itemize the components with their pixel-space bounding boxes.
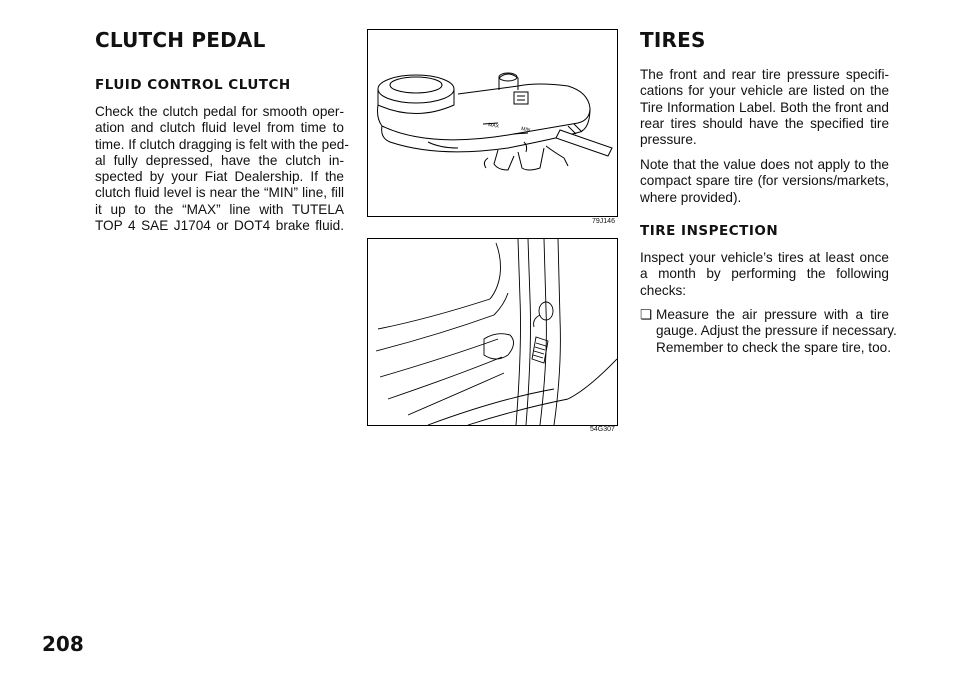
text-line: Check the clutch pedal for smooth oper- — [95, 104, 344, 119]
section-title-tires: TIRES — [640, 28, 706, 52]
figure-code-bottom: 54G307 — [590, 426, 615, 433]
text-line: cations for your vehicle are listed on the — [640, 83, 889, 99]
text-line: Measure the air pressure with a tire — [656, 307, 889, 322]
text-line: Note that the value does not apply to the — [640, 157, 889, 172]
max-label: MAX — [487, 122, 500, 130]
text-line: rear tires should have the specified tire — [640, 115, 889, 131]
tires-paragraph-3 — [640, 250, 889, 299]
subsection-title-tire-inspection: TIRE INSPECTION — [640, 223, 779, 239]
text-line: al fully depressed, have the clutch in- — [95, 152, 344, 168]
text-line: ation and clutch fluid level from time to — [95, 120, 344, 136]
text-line: it up to the “MAX” line with TUTELA — [95, 201, 344, 217]
checkbox-bullet-icon: ❏ — [640, 307, 653, 322]
clutch-paragraph — [95, 104, 349, 234]
figure-tire-label-location — [367, 238, 618, 426]
door-pillar-illustration — [368, 239, 617, 425]
text-line: time. If clutch dragging is felt with the ped- — [95, 136, 349, 152]
figure-code-top: 79J146 — [592, 218, 615, 225]
min-label: MIN — [520, 126, 531, 134]
text-line: a month by performing the following — [640, 266, 889, 282]
tires-paragraph-1 — [640, 67, 889, 148]
text-line: pressure. — [640, 132, 697, 148]
section-title-clutch-pedal: CLUTCH PEDAL — [95, 28, 266, 52]
tires-paragraph-2 — [640, 157, 889, 206]
page-number: 208 — [42, 632, 84, 656]
text-line: TOP 4 SAE J1704 or DOT4 brake fluid. — [95, 218, 344, 234]
text-line: clutch fluid level is near the “MIN” line, fill — [95, 185, 344, 201]
text-line: checks: — [640, 282, 687, 298]
text-line: where provided). — [640, 189, 742, 205]
text-line: compact spare tire (for versions/markets, — [640, 173, 889, 189]
subsection-title-fluid-control: FLUID CONTROL CLUTCH — [95, 77, 291, 93]
text-line: Remember to check the spare tire, too. — [656, 339, 891, 355]
text-line: Tire Information Label. Both the front and — [640, 99, 889, 115]
figure-clutch-reservoir — [367, 29, 618, 217]
text-line: The front and rear tire pressure specifi- — [640, 67, 889, 82]
tires-bullet-text — [656, 307, 897, 356]
clutch-reservoir-illustration — [368, 30, 617, 216]
text-line: gauge. Adjust the pressure if necessary. — [656, 323, 897, 339]
text-line: Inspect your vehicle’s tires at least once — [640, 250, 889, 265]
text-line: spected by your Fiat Dealership. If the — [95, 169, 344, 185]
